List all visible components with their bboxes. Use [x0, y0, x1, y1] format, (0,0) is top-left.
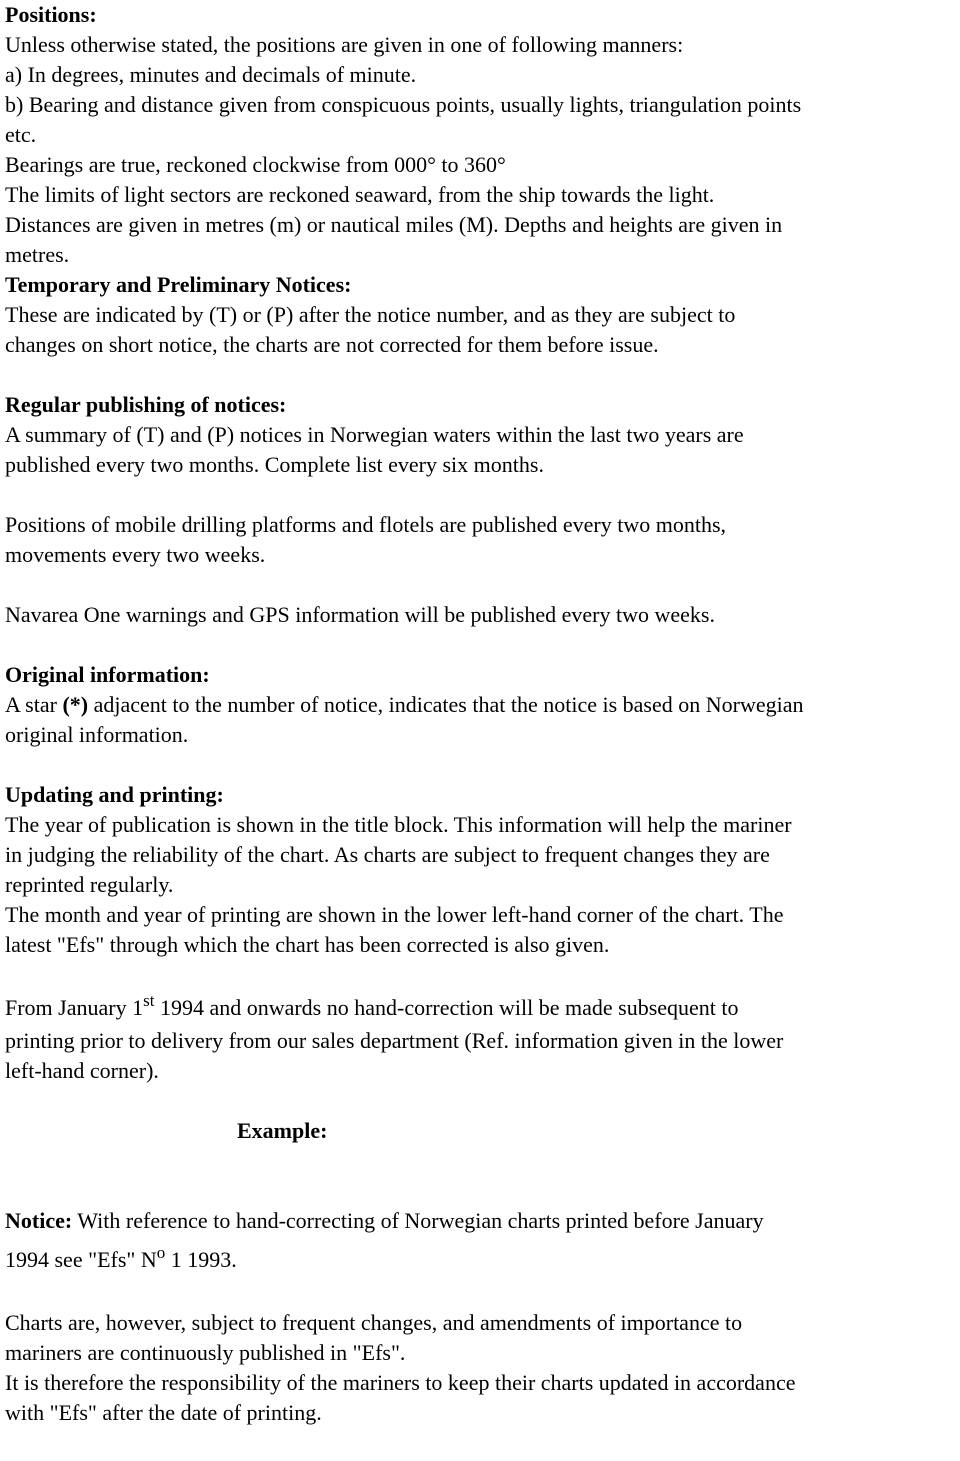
positions-line: b) Bearing and distance given from conspicuous points, usually lights, triangulation points [5, 92, 802, 117]
january-line: left-hand corner). [5, 1058, 159, 1083]
positions-line: metres. [5, 242, 70, 267]
positions-heading: Positions: [5, 2, 97, 27]
temporary-heading: Temporary and Preliminary Notices: [5, 272, 352, 297]
navarea-line: Navarea One warnings and GPS information will be published every two weeks. [5, 602, 715, 627]
regular-line: A summary of (T) and (P) notices in Norwegian waters within the last two years are [5, 422, 744, 447]
closing-line: mariners are continuously published in "Efs". [5, 1340, 406, 1365]
positions-line: Unless otherwise stated, the positions are given in one of following manners: [5, 32, 684, 57]
original-line: original information. [5, 722, 189, 747]
updating-line: The month and year of printing are shown in the lower left-hand corner of the chart. The [5, 902, 784, 927]
notice-line: Notice: With reference to hand-correcting of Norwegian charts printed before January [5, 1208, 764, 1233]
notice-label: Notice: [5, 1208, 73, 1233]
original-heading: Original information: [5, 662, 210, 687]
updating-line: The year of publication is shown in the title block. This information will help the mariner [5, 812, 792, 837]
platforms-line: Positions of mobile drilling platforms and flotels are published every two months, [5, 512, 727, 537]
closing-line: Charts are, however, subject to frequent changes, and amendments of importance to [5, 1310, 743, 1335]
positions-line: Distances are given in metres (m) or nautical miles (M). Depths and heights are given in [5, 212, 783, 237]
updating-line: reprinted regularly. [5, 872, 174, 897]
star-marker: (*) [62, 692, 89, 717]
closing-line: It is therefore the responsibility of the mariners to keep their charts updated in accordance [5, 1370, 796, 1395]
positions-line: a) In degrees, minutes and decimals of minute. [5, 62, 417, 87]
original-line: A star (*) adjacent to the number of notice, indicates that the notice is based on Norwegian [5, 692, 804, 717]
positions-line: Bearings are true, reckoned clockwise from 000° to 360° [5, 152, 506, 177]
january-line: printing prior to delivery from our sales department (Ref. information given in the lower [5, 1028, 784, 1053]
updating-line: in judging the reliability of the chart. As charts are subject to frequent changes they are [5, 842, 770, 867]
document-page [5, 0, 957, 1428]
notice-line: 1994 see "Efs" $N^o$ 1 1993. [5, 1243, 237, 1272]
platforms-line: movements every two weeks. [5, 542, 266, 567]
january-line: From January 1st 1994 and onwards no hand-correction will be made subsequent to [5, 991, 739, 1020]
temporary-line: These are indicated by (T) or (P) after the notice number, and as they are subject to [5, 302, 736, 327]
regular-heading: Regular publishing of notices: [5, 392, 287, 417]
temporary-line: changes on short notice, the charts are not corrected for them before issue. [5, 332, 659, 357]
example-heading: Example: [237, 1118, 328, 1143]
positions-line: etc. [5, 122, 37, 147]
regular-line: published every two months. Complete list every six months. [5, 452, 544, 477]
updating-heading: Updating and printing: [5, 782, 224, 807]
positions-line: The limits of light sectors are reckoned seaward, from the ship towards the light. [5, 182, 715, 207]
updating-line: latest "Efs" through which the chart has been corrected is also given. [5, 932, 610, 957]
closing-line: with "Efs" after the date of printing. [5, 1400, 322, 1425]
